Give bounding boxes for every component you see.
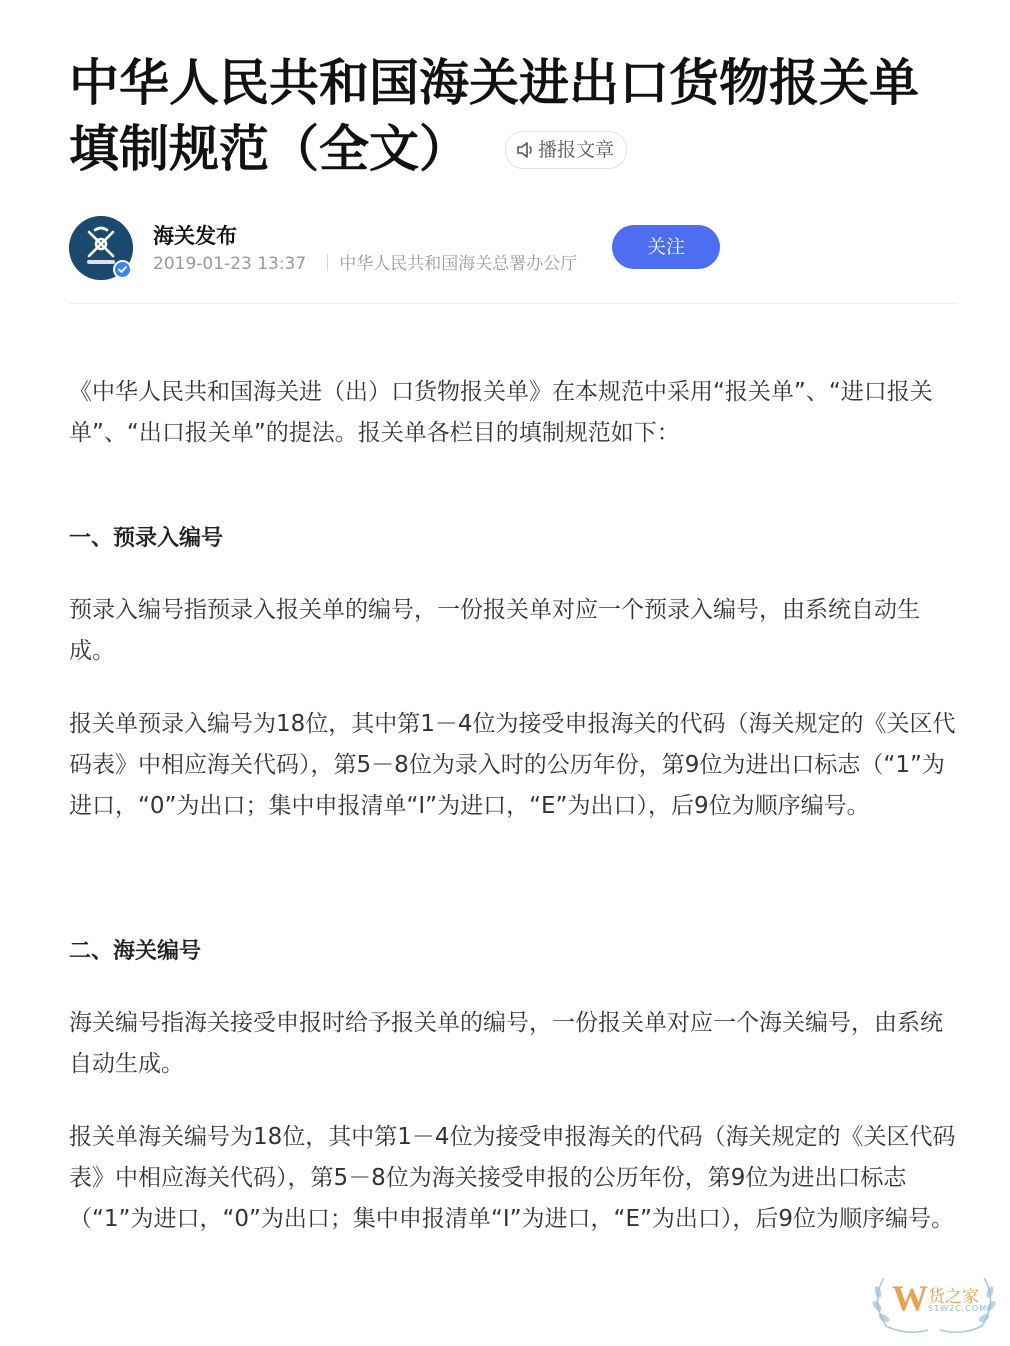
site-watermark	[866, 1270, 1002, 1336]
verified-badge-icon	[113, 260, 132, 279]
section-paragraph: 报关单海关编号为18位，其中第1－4位为接受申报海关的代码（海关规定的《关区代码表》中相应海关代码），第5－8位为海关接受申报的公历年份，第9位为进出口标志（“1”为进口，“0”为出口；集中申报清单“I”为进口，“E”为出口），后9位为顺序编号。	[69, 1124, 956, 1232]
listen-article-button[interactable]	[505, 131, 627, 169]
publish-datetime: 2019-01-23 13:37	[153, 254, 307, 274]
intro-paragraph: 《中华人民共和国海关进（出）口货物报关单》在本规范中采用“报关单”、“进口报关单”、“出口报关单”的提法。报关单各栏目的填制规范如下：	[69, 379, 933, 446]
section-heading: 一、预录入编号	[69, 526, 224, 551]
watermark-domain: 51W2C.COM	[928, 1304, 988, 1313]
section-paragraph: 海关编号指海关接受申报时给予报关单的编号，一份报关单对应一个海关编号，由系统自动生成。	[69, 1010, 943, 1077]
follow-button[interactable]: 关注	[612, 225, 720, 269]
watermark-brand: 货之家	[928, 1287, 979, 1307]
section-paragraph: 报关单预录入编号为18位，其中第1－4位为接受申报海关的代码（海关规定的《关区代码表》中相应海关代码），第5－8位为录入时的公历年份，第9位为进出口标志（“1”为进口，“0”为出口；集中申报清单“I”为进口，“E”为出口），后9位为顺序编号。	[69, 711, 956, 819]
article-meta	[153, 252, 577, 276]
meta-divider	[327, 254, 328, 271]
speaker-icon	[516, 141, 536, 159]
article-title	[69, 50, 957, 182]
header-divider	[69, 303, 957, 304]
section-paragraph: 预录入编号指预录入报关单的编号，一份报关单对应一个预录入编号，由系统自动生成。	[69, 597, 920, 664]
svg-text:W: W	[892, 1278, 928, 1318]
avatar[interactable]	[69, 216, 133, 280]
publisher-source: 中华人民共和国海关总署办公厅	[339, 254, 578, 274]
author-row	[69, 216, 957, 282]
author-name[interactable]: 海关发布	[153, 224, 237, 248]
article-title-text: 中华人民共和国海关进出口货物报关单填制规范（全文）	[69, 54, 919, 178]
listen-article-label: 播报文章	[538, 139, 615, 161]
section-heading: 二、海关编号	[69, 939, 202, 964]
